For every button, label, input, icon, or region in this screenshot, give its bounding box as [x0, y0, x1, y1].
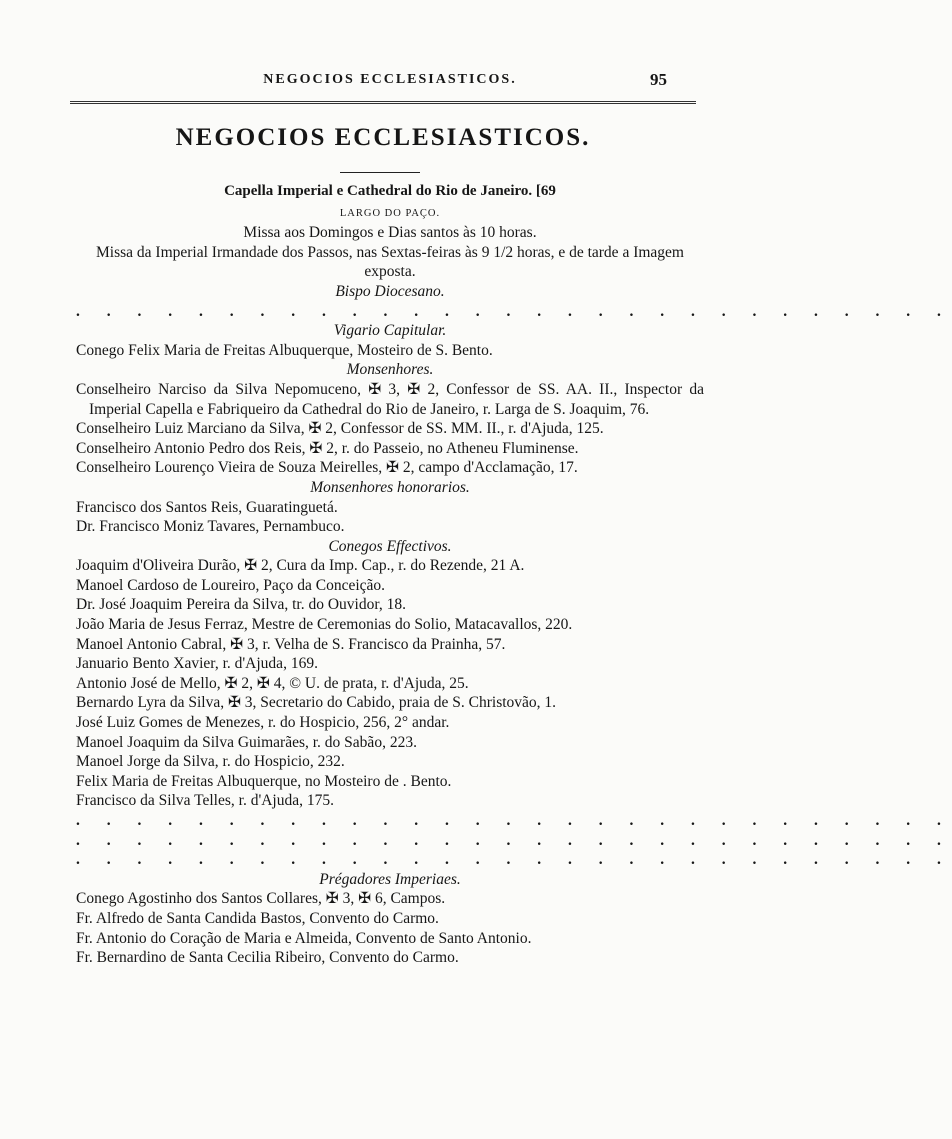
list-item: Fr. Bernardino de Santa Cecilia Ribeiro, Convento do Carmo. [76, 949, 459, 967]
page-number: 95 [650, 70, 667, 89]
list-item: Fr. Alfredo de Santa Candida Bastos, Convento do Carmo. [76, 909, 439, 927]
page-title: NEGOCIOS ECCLESIASTICOS. [175, 124, 591, 151]
list-item: Conego Felix Maria de Freitas Albuquerque, Mosteiro de S. Bento. [76, 341, 493, 359]
chapel-name: Capella Imperial e Cathedral do Rio de Janeiro. [69 [224, 183, 556, 199]
chapel-location: LARGO DO PAÇO. [339, 207, 441, 219]
header-rule [70, 101, 696, 104]
list-item: Dr. Francisco Moniz Tavares, Pernambuco. [76, 518, 345, 536]
list-item: Bernardo Lyra da Silva, ✠ 3, Secretario do Cabido, praia de S. Christovão, 1. [76, 694, 557, 712]
list-item: Francisco dos Santos Reis, Guaratinguetá. [76, 498, 338, 516]
title-rule [340, 172, 420, 173]
list-item: Joaquim d'Oliveira Durão, ✠ 2, Cura da Imp. Cap., r. do Rezende, 21 A. [76, 557, 525, 575]
list-item: Conego Agostinho dos Santos Collares, ✠ 3, ✠ 6, Campos. [76, 890, 446, 908]
section-monsenhores-honorarios: Monsenhores honorarios. [310, 478, 470, 496]
list-item: Manoel Cardoso de Loureiro, Paço da Conceição. [76, 576, 386, 594]
list-item: Conselheiro Lourenço Vieira de Souza Meirelles, ✠ 2, campo d'Acclamação, 17. [76, 459, 578, 477]
list-item: Francisco da Silva Telles, r. d'Ajuda, 175. [76, 792, 334, 810]
list-item: Conselheiro Narciso da Silva Nepomuceno, ✠ 3, ✠ 2, Confessor de SS. AA. II., Inspector da Imperial Capella e Fabriqueiro da Cathedral do Rio de Janeiro, r. Larga de S. Joaquim, 76. [76, 380, 704, 418]
list-item: Antonio José de Mello, ✠ 2, ✠ 4, © U. de prata, r. d'Ajuda, 25. [76, 674, 469, 692]
body-text [76, 182, 952, 968]
dot-leader: . . . . . . . . . . . . . . . . . . . . . . . . . . . . . [76, 831, 952, 849]
section-bispo: Bispo Diocesano. [335, 282, 445, 300]
list-item: Januario Bento Xavier, r. d'Ajuda, 169. [76, 655, 318, 673]
list-item: Dr. José Joaquim Pereira da Silva, tr. do Ouvidor, 18. [76, 596, 407, 614]
dot-leader: . . . . . . . . . . . . . . . . . . . . . . . . . . . . . [76, 812, 952, 829]
list-item: Conselheiro Antonio Pedro dos Reis, ✠ 2, r. do Passeio, no Atheneu Fluminense. [76, 439, 579, 457]
section-vigario: Vigario Capitular. [333, 322, 447, 340]
mass-schedule-2: Missa da Imperial Irmandade dos Passos, nas Sextas-feiras às 9 1/2 horas, e de tarde a Imagem exposta. [96, 243, 684, 281]
section-monsenhores: Monsenhores. [346, 361, 434, 379]
list-item: Conselheiro Luiz Marciano da Silva, ✠ 2, Confessor de SS. MM. II., r. d'Ajuda, 125. [76, 420, 604, 438]
list-item: João Maria de Jesus Ferraz, Mestre de Ceremonias do Solio, Matacavallos, 220. [76, 616, 573, 634]
dot-leader: . . . . . . . . . . . . . . . . . . . . . . . . . . . . . [76, 302, 952, 320]
section-pregadores: Prégadores Imperiaes. [319, 870, 461, 888]
section-conegos: Conegos Effectivos. [328, 537, 452, 555]
list-item: Fr. Antonio do Coração de Maria e Almeida, Convento de Santo Antonio. [76, 929, 532, 947]
list-item: Manoel Joaquim da Silva Guimarães, r. do Sabão, 223. [76, 733, 417, 751]
list-item: José Luiz Gomes de Menezes, r. do Hospicio, 256, 2° andar. [76, 714, 450, 732]
list-item: Manoel Antonio Cabral, ✠ 3, r. Velha de S. Francisco da Prainha, 57. [76, 635, 506, 653]
list-item: Manoel Jorge da Silva, r. do Hospicio, 232. [76, 753, 345, 771]
mass-schedule-1: Missa aos Domingos e Dias santos às 10 horas. [243, 224, 537, 242]
running-head: NEGOCIOS ECCLESIASTICOS. [263, 72, 517, 87]
list-item: Felix Maria de Freitas Albuquerque, no Mosteiro de . Bento. [76, 772, 452, 790]
dot-leader: . . . . . . . . . . . . . . . . . . . . . . . . . . . . . [76, 851, 952, 869]
